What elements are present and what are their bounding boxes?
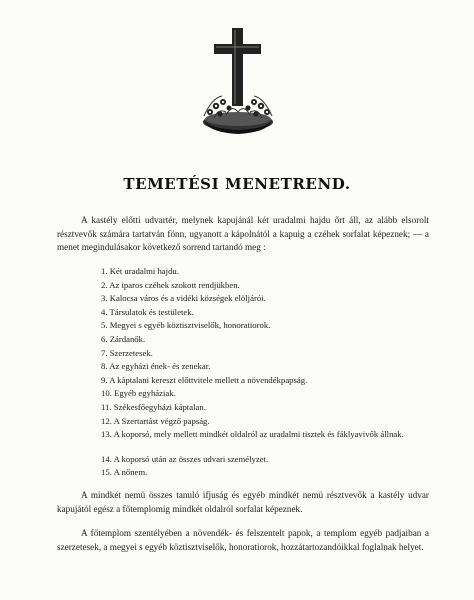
list-item — [101, 374, 431, 388]
item-text: Az egyházi ének- és zenekar. — [109, 361, 211, 372]
list-item — [101, 453, 431, 467]
list-item — [101, 306, 431, 320]
item-number: 14. — [101, 453, 112, 464]
item-text: A koporsó után az összes udvari személyzet. — [113, 453, 269, 464]
list-item — [101, 415, 431, 429]
item-number: 4. — [101, 306, 108, 317]
list-item — [101, 347, 431, 361]
item-text: Társulatok és testületek. — [109, 306, 194, 317]
item-number: 6. — [101, 333, 108, 344]
list-item — [101, 387, 431, 401]
list-item — [101, 279, 431, 293]
closing-paragraph-2: A főtemplom szentélyében a növendék- és felszentelt papok, a templom egyéb padjaiban a szerzetesek, a megyei s egyéb köztisztviselők, honoratiorok, hozzátartozandóikkal foglalnak helyet. — [57, 528, 429, 552]
list-item — [101, 401, 431, 415]
item-number: 12. — [101, 415, 112, 426]
item-number: 10. — [101, 388, 112, 399]
item-text: Zárdanők. — [109, 333, 146, 344]
item-number: 9. — [101, 374, 108, 385]
item-number: 5. — [101, 320, 108, 331]
item-text: Kalocsa város és a vidéki községek elöljárói. — [109, 293, 266, 304]
cross-on-flower-mound-icon — [196, 20, 280, 138]
item-number: 7. — [101, 347, 108, 358]
intro-paragraph: A kastély előtti udvartér, melynek kapujánál két uradalmi hajdu őrt áll, az alább elsorolt résztvevők számára tartatván fönn, ugyanott a kápolnától a kapuig a czéhek sorfalat képeznek; — a menet megindulásakor következő sorrend tartandó meg : — [57, 215, 429, 252]
list-item — [101, 319, 431, 333]
item-text: Megyei s egyéb köztisztviselők, honoratiorok. — [109, 320, 271, 331]
item-text: A káptalani kereszt előttvitele mellett a növendékpapság. — [109, 374, 308, 385]
item-number: 15. — [101, 467, 112, 478]
item-text: A koporsó, mely mellett mindkét oldalról az uradalmi tisztek és fáklyavivők állnak. — [113, 429, 404, 440]
item-text: Szerzetesek. — [109, 347, 153, 358]
list-item — [101, 333, 431, 347]
item-text: A Szertartást végző papság. — [113, 415, 210, 426]
item-text: Egyéb egyháziak. — [114, 388, 176, 399]
list-item — [101, 360, 431, 374]
item-number: 8. — [101, 361, 108, 372]
list-item — [101, 466, 431, 480]
item-text: Az iparos czéhek szokott rendjükben. — [109, 279, 240, 290]
item-number: 13. — [101, 429, 112, 440]
item-text: Két uradalmi hajdu. — [109, 266, 179, 276]
item-text: A nőnem. — [113, 467, 148, 478]
procession-list — [101, 265, 431, 480]
item-text: Székesfőegyházi káptalan. — [113, 401, 206, 412]
list-item — [101, 265, 431, 279]
list-item — [101, 292, 431, 306]
item-number: 11. — [101, 401, 112, 412]
page-title: TEMETÉSI MENETREND. — [123, 175, 351, 193]
list-item — [101, 428, 431, 453]
closing-paragraph-1: A mindkét nemü összes tanuló ifjuság és egyéb mindkét nemü résztvevők a kastély udvar kapujától egész a főtemplomig mindkét oldalról sorfalat képeznek. — [57, 490, 429, 514]
item-number: 1. — [101, 266, 108, 276]
item-number: 2. — [101, 279, 108, 290]
item-number: 3. — [101, 293, 108, 304]
